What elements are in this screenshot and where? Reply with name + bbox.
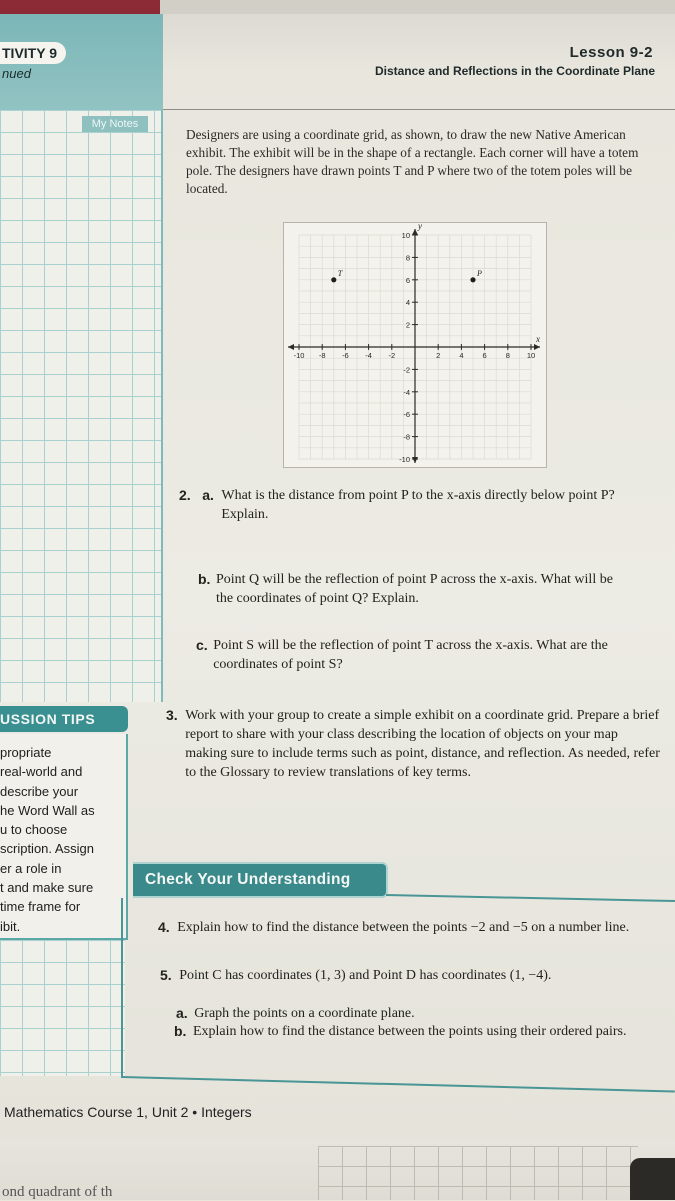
x-axis-label: x [536,334,540,344]
tips-line: describe your [0,783,79,799]
x-tick-label: 8 [505,351,510,360]
lesson-number: Lesson 9-2 [569,44,653,61]
x-tick-label: 6 [482,351,487,360]
question-text: Point Q will be the reflection of point P across the x-axis. What will be the coordinates of point Q? Explain. [215,572,613,606]
tips-line: time frame for [0,899,81,915]
point-p [470,277,475,282]
x-tick-label: 2 [436,351,441,360]
y-tick-label: 6 [405,275,410,285]
y-axis-arrow-down-icon [412,457,418,463]
question-number: 3. [166,707,178,723]
question-text: Point C has coordinates (1, 3) and Point D has coordinates (1, −4). [179,968,552,983]
my-notes-grid-lower [0,940,125,1076]
part-label: c. [196,637,208,653]
x-tick-label: 4 [459,351,464,360]
y-tick-label: 4 [405,298,410,308]
x-axis-arrow-left-icon [288,344,294,350]
top-band-light [160,0,675,14]
intro-paragraph: Designers are using a coordinate grid, as shown, to draw the new Native American exhibit. The exhibit will be in the shape of a rectangle. Each corner will have a totem pole. The designers have drawn points T and P where two of the totem poles will be located. [186,127,639,196]
y-tick-label: -6 [403,410,410,420]
question-number: 4. [158,919,170,935]
coordinate-plane-svg [284,223,546,467]
y-tick-label: -10 [399,455,410,464]
activity-continued: nued [2,66,31,81]
question-3 [166,706,666,782]
question-text: Explain how to find the distance between the points −2 and −5 on a number line. [177,920,630,935]
y-tick-label: -8 [403,432,410,442]
tips-line: scription. Assign [0,841,94,857]
tips-line: ibit. [0,918,21,934]
tips-line: u to choose [0,822,68,838]
section-rule [386,894,675,902]
x-tick-label: -4 [365,351,372,360]
x-tick-label: -6 [342,351,349,360]
point-label-t: T [337,268,343,278]
section-rule-bottom [121,1076,675,1093]
check-your-understanding-title: Check Your Understanding [133,862,388,898]
question-5b [174,1022,669,1042]
x-tick-label: -10 [293,351,305,360]
question-2c [196,636,636,674]
background-corner [630,1158,675,1200]
point-t [331,277,336,282]
activity-label: TIVITY 9 [0,42,66,64]
tips-line: t and make sure [0,880,94,896]
question-2a [179,486,659,524]
question-text: Point S will be the reflection of point T across the x-axis. What are the coordinates of point S? [213,638,608,672]
my-notes-label: My Notes [82,116,148,132]
y-tick-label: -2 [403,365,410,375]
part-label: a. [176,1005,188,1021]
discussion-tips-box [0,734,128,940]
question-2b [198,570,638,608]
header-divider [163,109,675,110]
discussion-tips-title: USSION TIPS [0,706,128,732]
y-axis-label: y [418,223,422,231]
lesson-title: Distance and Reflections in the Coordinate Plane [374,64,655,78]
y-tick-label: -4 [403,387,410,397]
my-notes-grid [0,110,163,702]
question-text: Graph the points on a coordinate plane. [194,1006,415,1021]
part-label: b. [174,1023,187,1039]
question-4 [158,918,663,938]
question-5a [176,1004,666,1024]
question-text: What is the distance from point P to the x-axis directly below point P? Explain. [221,488,615,522]
x-tick-label: -2 [388,351,396,360]
tips-line: propriate [0,745,52,760]
part-label: b. [198,571,211,587]
part-label: a. [202,487,214,503]
tips-line: he Word Wall as [0,802,95,818]
handwritten-grid-scrap [318,1146,638,1200]
x-tick-label: -8 [318,351,326,360]
question-text: Work with your group to create a simple exhibit on a coordinate grid. Prepare a brief report to share with your class describing the location of objects on your map making sure to include terms such as point, distance, and reflection. As needed, refer to the Glossary to review translations of key terms. [185,708,660,780]
question-number: 2. [179,487,191,503]
x-axis-arrow-icon [534,344,540,350]
coordinate-plane [283,222,547,468]
question-5 [160,966,670,986]
next-page-text-fragment: ond quadrant of th [2,1184,113,1200]
x-tick-label: 10 [526,351,536,360]
section-rule-left [121,898,123,1076]
y-tick-label: 2 [405,320,410,330]
page-footer: Mathematics Course 1, Unit 2 • Integers [4,1104,252,1120]
question-text: Explain how to find the distance between the points using their ordered pairs. [192,1024,627,1039]
tips-line: real-world and [0,764,83,780]
point-label-p: P [477,268,482,278]
tips-line: er a role in [0,860,62,876]
question-number: 5. [160,967,172,983]
y-tick-label: 8 [405,253,410,263]
y-tick-label: 10 [401,231,410,240]
